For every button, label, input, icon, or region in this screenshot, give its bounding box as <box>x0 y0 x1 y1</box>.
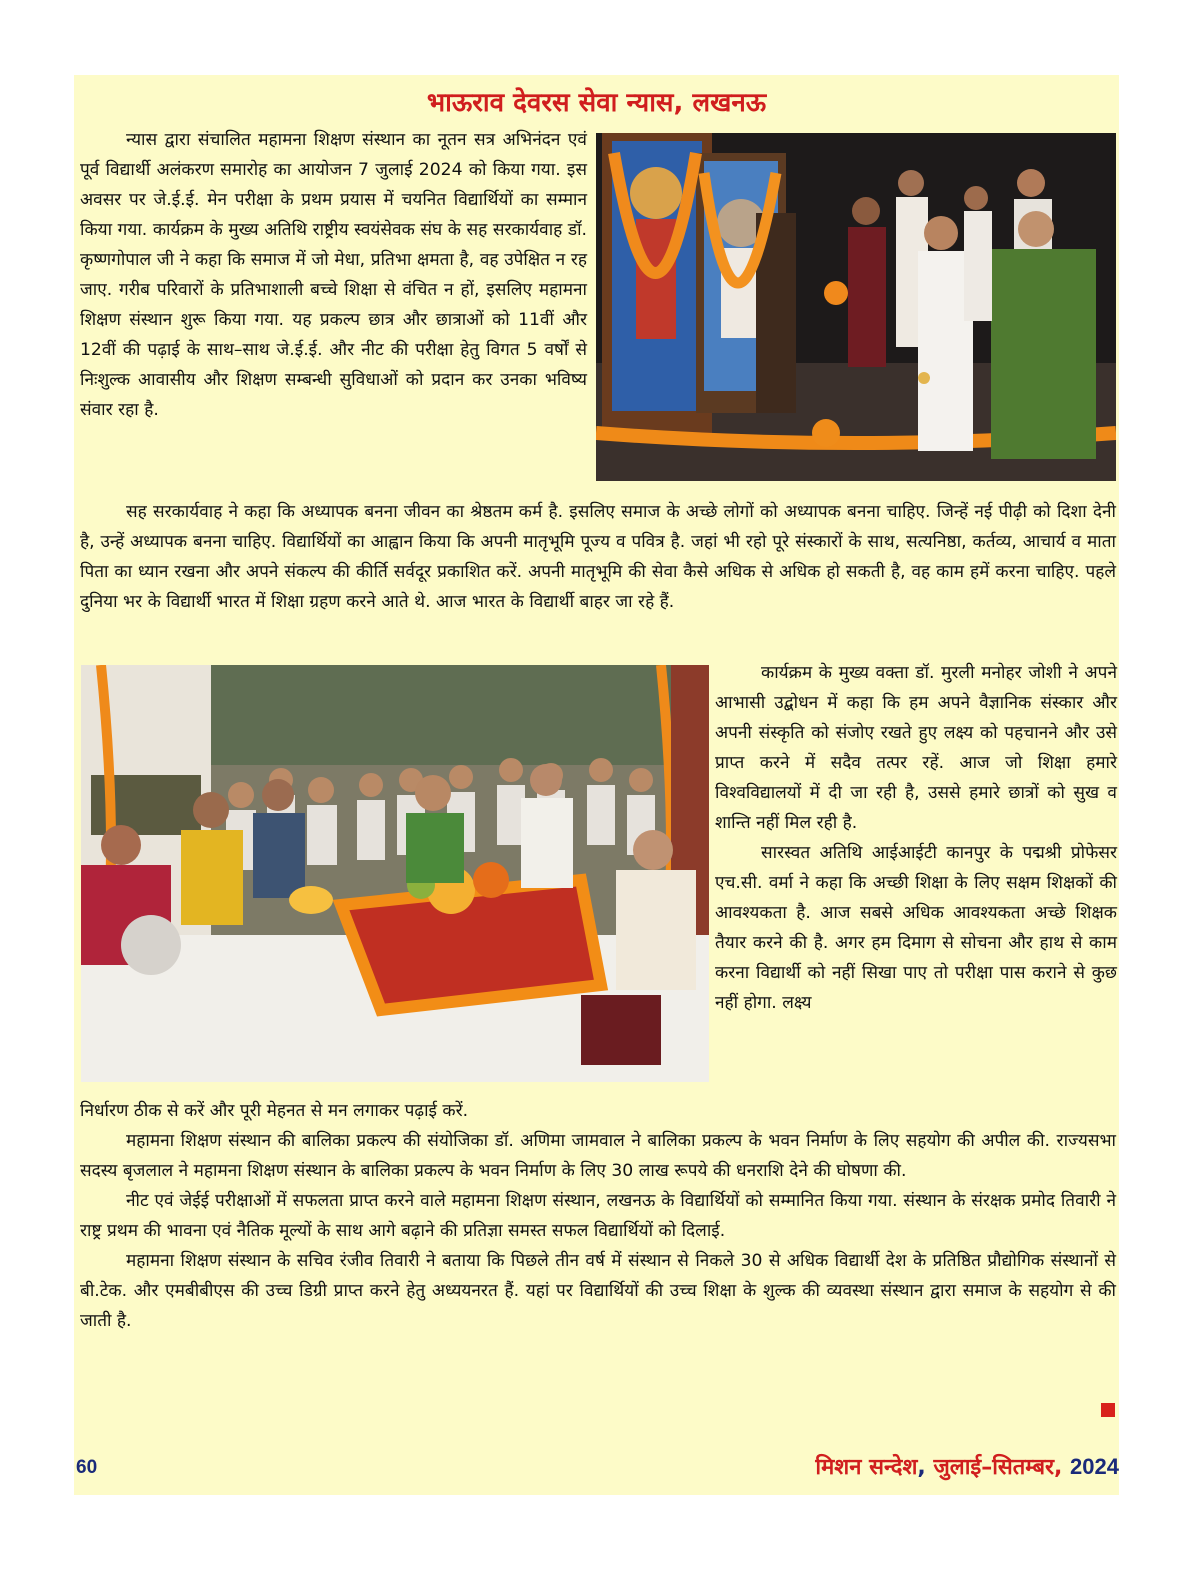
paragraph-2-block <box>80 497 1116 617</box>
paragraph-4-continuation: निर्धारण ठीक से करें और पूरी मेहनत से मन लगाकर पढ़ाई करें. <box>80 1101 469 1121</box>
article-title: भाऊराव देवरस सेवा न्यास, लखनऊ <box>426 88 767 118</box>
paragraph-2: सह सरकार्यवाह ने कहा कि अध्यापक बनना जीवन का श्रेष्ठतम कर्म है. इसलिए समाज के अच्छे लोगों को अध्यापक बनना चाहिए. जिन्हें नई पीढ़ी को दिशा देनी है, उन्हें अध्यापक बनना चाहिए. विद्यार्थियों का आह्वान किया कि अपनी मातृभूमि पूज्य व पवित्र है. जहां भी रहो पूरे संस्कारों के साथ, सत्यनिष्ठा, कर्तव्य, आचार्य व माता पिता का ध्यान रखना और अपने संकल्प की कीर्ति सर्वदूर प्रकाशित करें. अपनी मातृभूमि की सेवा कैसे अधिक से अधिक हो सकती है, वह काम हमें करना चाहिए. पहले दुनिया भर के विद्यार्थी भारत में शिक्षा ग्रहण करने आते थे. आज भारत के विद्यार्थी बाहर जा रहे हैं. <box>80 502 1116 612</box>
magazine-footer <box>815 1451 1119 1481</box>
photo-garland-ceremony <box>596 133 1116 481</box>
issue-period: जुलाई–सितम्बर, <box>933 1455 1063 1480</box>
magazine-name: मिशन सन्देश <box>815 1455 918 1480</box>
paragraph-5: महामना शिक्षण संस्थान की बालिका प्रकल्प की संयोजिका डॉ. अणिमा जामवाल ने बालिका प्रकल्प के भवन निर्माण के लिए सहयोग की अपील की. राज्यसभा सदस्य बृजलाल ने महामना शिक्षण संस्थान के बालिका प्रकल्प के भवन निर्माण के लिए 30 लाख रूपये की धनराशि देने की घोषणा की. <box>80 1131 1116 1181</box>
footer-separator: , <box>917 1455 926 1480</box>
lower-text-block <box>80 1096 1116 1336</box>
paragraph-4: सारस्वत अतिथि आईआईटी कानपुर के पद्मश्री प्रोफेसर एच.सी. वर्मा ने कहा कि अच्छी शिक्षा के लिए सक्षम शिक्षकों की आवश्यकता है. आज सबसे अधिक आवश्यकता अच्छे शिक्षक तैयार करने की है. अगर हम दिमाग से सोचना और हाथ से काम करना विद्यार्थी को नहीं सिखा पाए तो परीक्षा पास कराने से कुछ नहीं होगा. लक्ष्य <box>715 843 1117 1013</box>
paragraph-1: न्यास द्वारा संचालित महामना शिक्षण संस्थान का नूतन सत्र अभिनंदन एवं पूर्व विद्यार्थी अलंकरण समारोह का आयोजन 7 जुलाई 2024 को किया गया. इस अवसर पर जे.ई.ई. मेन परीक्षा के प्रथम प्रयास में चयनित विद्यार्थियों का सम्मान किया गया. कार्यक्रम के मुख्य अतिथि राष्ट्रीय स्वयंसेवक संघ के सह सरकार्यवाह डॉ. कृष्णगोपाल जी ने कहा कि समाज में जो मेधा, प्रतिभा क्षमता है, वह उपेक्षित न रह जाए. गरीब परिवारों के प्रतिभाशाली बच्चे शिक्षा से वंचित न हों, इसलिए महामना शिक्षण संस्थान शुरू किया गया. यह प्रकल्प छात्र और छात्राओं को 11वीं और 12वीं की पढ़ाई के साथ–साथ जे.ई.ई. और नीट की परीक्षा हेतु विगत 5 वर्षों से निःशुल्क आवासीय और शिक्षण सम्बन्धी सुविधाओं को प्रदान कर उनका भविष्य संवार रहा है. <box>80 130 587 420</box>
paragraph-7: महामना शिक्षण संस्थान के सचिव रंजीव तिवारी ने बताया कि पिछले तीन वर्ष में संस्थान से निकले 30 से अधिक विद्यार्थी देश के प्रतिष्ठित प्रौद्योगिक संस्थानों से बी.टेक. और एमबीबीएस की उच्च डिग्री प्राप्त करने हेतु अध्ययनरत हैं. यहां पर विद्यार्थियों की उच्च शिक्षा के शुल्क की व्यवस्था संस्थान द्वारा समाज के सहयोग से की जाती है. <box>80 1251 1116 1331</box>
page-number: 60 <box>76 1457 98 1478</box>
right-column-block <box>715 658 1117 1018</box>
garland-ceremony-image <box>596 133 1116 481</box>
paragraph-3: कार्यक्रम के मुख्य वक्ता डॉ. मुरली मनोहर जोशी ने अपने आभासी उद्बोधन में कहा कि हम अपने वैज्ञानिक संस्कार और अपनी संस्कृति को संजोए रखते हुए लक्ष्य को पहचानने और उसे प्राप्त करने में सदैव तत्पर रहें. आज जो शिक्षा हमारे विश्वविद्यालयों में दी जा रही है, उससे हमारे छात्रों को सुख व शान्ति नहीं मिल रही है. <box>715 663 1117 833</box>
paragraph-1-block <box>80 125 587 425</box>
photo-havan-ceremony <box>81 665 709 1082</box>
issue-year: 2024 <box>1070 1454 1119 1479</box>
article-end-square-icon <box>1101 1403 1115 1417</box>
havan-ceremony-image <box>81 665 709 1082</box>
paragraph-6: नीट एवं जेईई परीक्षाओं में सफलता प्राप्त करने वाले महामना शिक्षण संस्थान, लखनऊ के विद्यार्थियों को सम्मानित किया गया. संस्थान के संरक्षक प्रमोद तिवारी ने राष्ट्र प्रथम की भावना एवं नैतिक मूल्यों के साथ आगे बढ़ाने की प्रतिज्ञा समस्त सफल विद्यार्थियों को दिलाई. <box>80 1191 1116 1241</box>
magazine-page <box>74 75 1119 1495</box>
